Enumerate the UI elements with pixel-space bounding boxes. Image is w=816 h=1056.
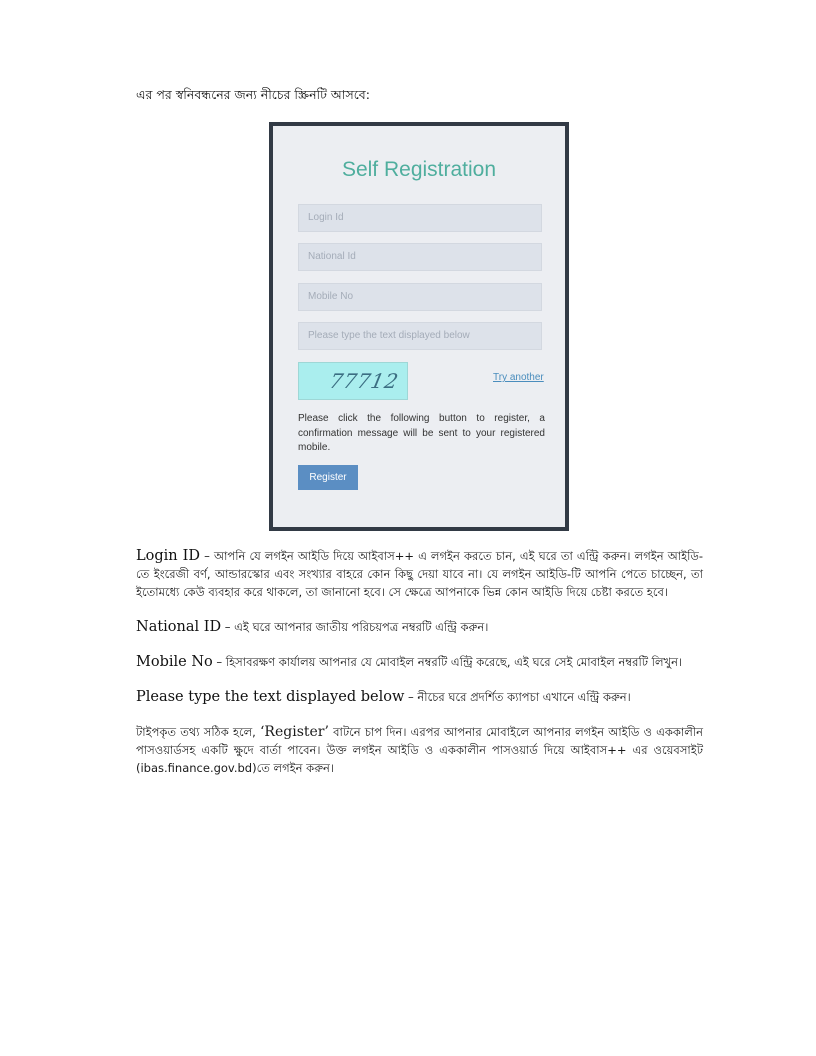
national-id-description (136, 618, 703, 636)
mobile-no-term: Mobile No (136, 654, 213, 670)
closing-text-1: টাইপকৃত তথ্য সঠিক হলে, (136, 725, 260, 739)
captcha-term: Please type the text displayed below (136, 689, 405, 705)
register-note: Please click the following button to register, a confirmation message will be sent to your registered mobile. (298, 413, 545, 453)
register-term: ‘Register’ (259, 724, 329, 740)
captcha-input[interactable]: Please type the text displayed below (298, 322, 542, 350)
login-id-text: – আপনি যে লগইন আইডি দিয়ে আইবাস++ এ লগইন করতে চান, এই ঘরে তা এন্ট্রি করুন। লগইন আইডি-তে ইংরেজী বর্ণ, আন্ডারস্কোর এবং সংখ্যার বাহরে কোন কিছু দেয়া যাবে না। যে লগইন আইডি-টি আপনি পেতে চাচ্ছেন, তা ইতোমধ্যে কেউ ব্যবহার করে থাকলে, তা জানানো হবে। সে ক্ষেত্রে আপনাকে ভিন্ন কোন আইডি দিয়ে চেষ্টা করতে হবে। (136, 549, 703, 599)
form-title: Self Registration (341, 158, 497, 181)
login-id-term: Login ID (136, 548, 201, 564)
intro-text: এর পর স্বনিবন্ধনের জন্য নীচের স্ক্রিনটি আসবে: (136, 87, 370, 102)
mobile-no-description (136, 653, 703, 671)
captcha-desc-text: – নীচের ঘরে প্রদর্শিত ক্যাপচা এখানে এন্ট্রি করুন। (404, 690, 631, 704)
national-id-term: National ID (136, 619, 222, 635)
mobile-no-text: – হিসাবরক্ষণ কার্যালয় আপনার যে মোবাইল নম্বরটি এন্ট্রি করেছে, এই ঘরে সেই মোবাইল নম্বরটি লিখুন। (212, 655, 683, 669)
login-id-description (136, 547, 703, 601)
mobile-no-input[interactable]: Mobile No (298, 283, 542, 311)
closing-paragraph (136, 723, 703, 777)
closing-text-2: বাটনে চাপ দিন। এরপর আপনার মোবাইলে আপনার লগইন আইডি ও এককালীন পাসওয়ার্ডসহ একটি ক্ষুদে বার্তা পাবেন। উক্ত লগইন আইডি ও এককালীন পাসওয়ার্ড দিয়ে আইবাস++ এর ওয়েবসাইট (ibas.finance.gov.bd)তে লগইন করুন। (136, 725, 704, 775)
try-another-link[interactable]: Try another (493, 372, 544, 383)
captcha-image (298, 362, 408, 400)
login-id-input[interactable]: Login Id (298, 204, 542, 232)
captcha-text: 77712 (327, 369, 402, 393)
national-id-text: – এই ঘরে আপনার জাতীয় পরিচয়পত্র নম্বরটি এন্ট্রি করুন। (221, 620, 489, 634)
national-id-input[interactable]: National Id (298, 243, 542, 271)
register-button[interactable]: Register (298, 465, 358, 490)
captcha-description (136, 688, 703, 706)
registration-screenshot (269, 122, 569, 531)
